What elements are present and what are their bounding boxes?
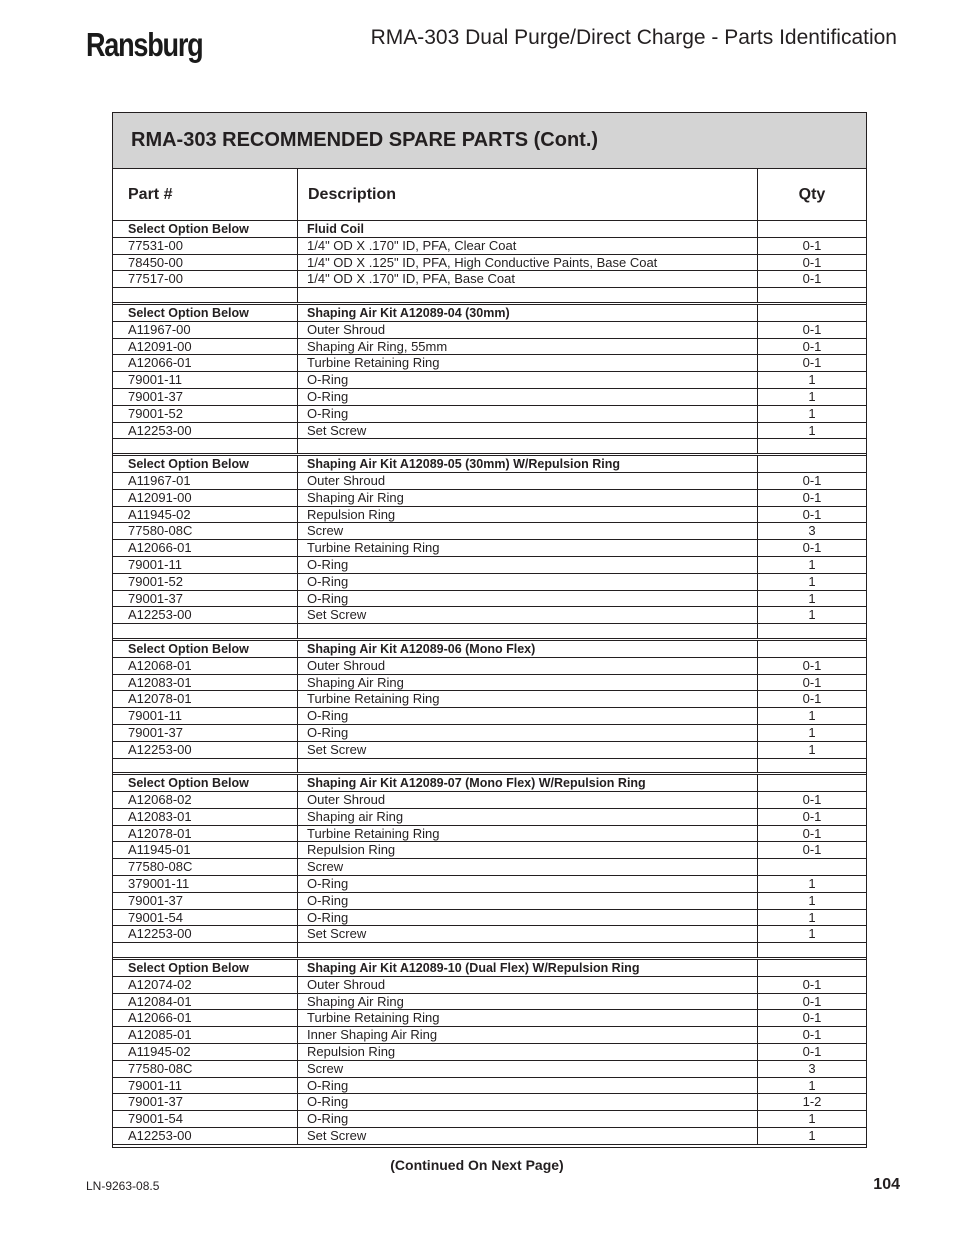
continued-note: (Continued On Next Page) bbox=[390, 1157, 564, 1173]
cell-part-number: 77580-08C bbox=[113, 523, 298, 539]
cell-part-number: A12068-02 bbox=[113, 792, 298, 808]
cell-description: Outer Shroud bbox=[298, 977, 758, 993]
cell-description: Screw bbox=[298, 859, 758, 875]
cell-qty: 3 bbox=[808, 1060, 816, 1076]
table-row bbox=[113, 473, 866, 490]
cell-qty: 1 bbox=[808, 372, 816, 388]
group-divider bbox=[113, 288, 866, 305]
table-row bbox=[113, 406, 866, 423]
group-header-row bbox=[113, 221, 866, 238]
divider-cell bbox=[758, 624, 866, 638]
cell-description: O-Ring bbox=[298, 372, 758, 388]
cell-part-number: A12084-01 bbox=[113, 994, 298, 1010]
cell-qty bbox=[758, 456, 866, 472]
group-divider bbox=[113, 943, 866, 960]
group-divider bbox=[113, 439, 866, 456]
cell-description: O-Ring bbox=[298, 876, 758, 892]
cell-part-number: Select Option Below bbox=[113, 456, 298, 472]
brand-logo: Ransburg bbox=[86, 26, 203, 63]
cell-qty: 0-1 bbox=[802, 674, 822, 690]
cell-part-number: A12066-01 bbox=[113, 1010, 298, 1026]
column-header-row bbox=[113, 169, 866, 221]
table-row bbox=[113, 1010, 866, 1027]
divider-cell bbox=[298, 288, 758, 302]
cell-qty: 0-1 bbox=[802, 540, 822, 556]
cell-part-number: Select Option Below bbox=[113, 775, 298, 791]
cell-part-number: A12253-00 bbox=[113, 607, 298, 623]
cell-description: Shaping air Ring bbox=[298, 809, 758, 825]
cell-description: Set Screw bbox=[298, 742, 758, 758]
cell-qty bbox=[758, 859, 866, 875]
table-row bbox=[113, 1111, 866, 1128]
cell-part-number: A12078-01 bbox=[113, 826, 298, 842]
table-row bbox=[113, 1128, 866, 1145]
cell-part-number: 79001-11 bbox=[113, 1078, 298, 1094]
column-header-part: Part # bbox=[113, 169, 298, 220]
cell-description: O-Ring bbox=[298, 591, 758, 607]
cell-part-number: A12253-00 bbox=[113, 423, 298, 439]
cell-part-number: 77580-08C bbox=[113, 1061, 298, 1077]
table-row bbox=[113, 809, 866, 826]
cell-description: Outer Shroud bbox=[298, 473, 758, 489]
cell-part-number: A12091-00 bbox=[113, 490, 298, 506]
cell-part-number: A12083-01 bbox=[113, 675, 298, 691]
cell-part-number: 77517-00 bbox=[113, 271, 298, 287]
column-header-description: Description bbox=[298, 169, 758, 220]
cell-qty: 1 bbox=[808, 892, 816, 908]
table-row bbox=[113, 389, 866, 406]
cell-qty: 0-1 bbox=[802, 472, 822, 488]
cell-part-number: A11945-01 bbox=[113, 842, 298, 858]
group-header-row bbox=[113, 960, 866, 977]
cell-part-number: A12068-01 bbox=[113, 658, 298, 674]
table-row bbox=[113, 607, 866, 624]
table-row bbox=[113, 507, 866, 524]
cell-part-number: A12091-00 bbox=[113, 339, 298, 355]
table-title: RMA-303 RECOMMENDED SPARE PARTS (Cont.) bbox=[131, 129, 599, 151]
cell-description: Shaping Air Kit A12089-07 (Mono Flex) W/Repulsion Ring bbox=[298, 775, 758, 791]
cell-qty: 1 bbox=[808, 708, 816, 724]
cell-qty: 0-1 bbox=[802, 237, 822, 253]
table-row bbox=[113, 994, 866, 1011]
cell-description: Outer Shroud bbox=[298, 658, 758, 674]
table-row bbox=[113, 372, 866, 389]
cell-qty: 0-1 bbox=[802, 976, 822, 992]
cell-description: Turbine Retaining Ring bbox=[298, 540, 758, 556]
cell-description: O-Ring bbox=[298, 708, 758, 724]
document-number: LN-9263-08.5 bbox=[86, 1179, 160, 1193]
cell-qty: 0-1 bbox=[802, 1044, 822, 1060]
table-row bbox=[113, 1044, 866, 1061]
cell-qty: 1 bbox=[808, 741, 816, 757]
cell-qty bbox=[758, 775, 866, 791]
cell-qty: 0-1 bbox=[802, 1027, 822, 1043]
cell-description: Repulsion Ring bbox=[298, 1044, 758, 1060]
table-row bbox=[113, 725, 866, 742]
cell-qty: 0-1 bbox=[802, 691, 822, 707]
table-row bbox=[113, 876, 866, 893]
table-row bbox=[113, 423, 866, 440]
group-header-row bbox=[113, 775, 866, 792]
group-header-row bbox=[113, 641, 866, 658]
cell-qty: 0-1 bbox=[802, 489, 822, 505]
cell-part-number: 79001-37 bbox=[113, 389, 298, 405]
group-header-row bbox=[113, 456, 866, 473]
cell-qty: 1 bbox=[808, 607, 816, 623]
cell-description: Shaping Air Kit A12089-10 (Dual Flex) W/Repulsion Ring bbox=[298, 960, 758, 976]
cell-qty: 0-1 bbox=[802, 338, 822, 354]
cell-part-number: 79001-37 bbox=[113, 893, 298, 909]
cell-description: Turbine Retaining Ring bbox=[298, 355, 758, 371]
divider-cell bbox=[113, 288, 298, 302]
page-title: RMA-303 Dual Purge/Direct Charge - Parts Identification bbox=[370, 26, 897, 49]
cell-part-number: Select Option Below bbox=[113, 305, 298, 321]
divider-cell bbox=[758, 943, 866, 957]
table-row bbox=[113, 591, 866, 608]
table-row bbox=[113, 574, 866, 591]
cell-part-number: A12253-00 bbox=[113, 1128, 298, 1144]
cell-description: O-Ring bbox=[298, 910, 758, 926]
cell-part-number: A12083-01 bbox=[113, 809, 298, 825]
cell-description: Shaping Air Ring, 55mm bbox=[298, 339, 758, 355]
cell-qty: 0-1 bbox=[802, 1010, 822, 1026]
cell-description: O-Ring bbox=[298, 893, 758, 909]
table-row bbox=[113, 1094, 866, 1111]
group-divider bbox=[113, 759, 866, 776]
cell-part-number: Select Option Below bbox=[113, 641, 298, 657]
cell-description: Outer Shroud bbox=[298, 322, 758, 338]
divider-cell bbox=[298, 759, 758, 773]
cell-part-number: A11945-02 bbox=[113, 1044, 298, 1060]
cell-part-number: 79001-37 bbox=[113, 591, 298, 607]
cell-part-number: A12074-02 bbox=[113, 977, 298, 993]
cell-part-number: 79001-11 bbox=[113, 372, 298, 388]
table-row bbox=[113, 1061, 866, 1078]
cell-part-number: 79001-11 bbox=[113, 557, 298, 573]
cell-description: O-Ring bbox=[298, 725, 758, 741]
cell-description: Shaping Air Ring bbox=[298, 490, 758, 506]
cell-description: O-Ring bbox=[298, 406, 758, 422]
page-number: 104 bbox=[873, 1176, 900, 1193]
cell-part-number: 77580-08C bbox=[113, 859, 298, 875]
cell-part-number: 79001-52 bbox=[113, 574, 298, 590]
cell-qty: 0-1 bbox=[802, 993, 822, 1009]
cell-part-number: A11967-00 bbox=[113, 322, 298, 338]
cell-part-number: 79001-37 bbox=[113, 1094, 298, 1110]
cell-part-number: A12066-01 bbox=[113, 355, 298, 371]
table-row bbox=[113, 910, 866, 927]
cell-description: Screw bbox=[298, 1061, 758, 1077]
cell-description: Outer Shroud bbox=[298, 792, 758, 808]
table-row bbox=[113, 557, 866, 574]
cell-description: 1/4" OD X .170" ID, PFA, Base Coat bbox=[298, 271, 758, 287]
cell-qty: 0-1 bbox=[802, 355, 822, 371]
cell-qty: 0-1 bbox=[802, 254, 822, 270]
cell-qty: 1-2 bbox=[802, 1094, 822, 1110]
column-header-qty: Qty bbox=[798, 185, 826, 203]
divider-cell bbox=[113, 439, 298, 453]
cell-qty: 3 bbox=[808, 523, 816, 539]
table-row bbox=[113, 238, 866, 255]
cell-part-number: 79001-11 bbox=[113, 708, 298, 724]
table-row bbox=[113, 926, 866, 943]
divider-cell bbox=[758, 288, 866, 302]
cell-qty: 1 bbox=[808, 1077, 816, 1093]
cell-description: O-Ring bbox=[298, 574, 758, 590]
table-row bbox=[113, 540, 866, 557]
cell-qty bbox=[758, 960, 866, 976]
cell-qty: 0-1 bbox=[802, 506, 822, 522]
divider-cell bbox=[113, 943, 298, 957]
cell-qty bbox=[758, 641, 866, 657]
table-row bbox=[113, 742, 866, 759]
table-row bbox=[113, 271, 866, 288]
cell-description: Set Screw bbox=[298, 423, 758, 439]
table-row bbox=[113, 1078, 866, 1095]
table-body bbox=[113, 221, 866, 1145]
cell-qty: 0-1 bbox=[802, 842, 822, 858]
cell-qty: 1 bbox=[808, 909, 816, 925]
spare-parts-table bbox=[112, 112, 867, 1148]
cell-description: O-Ring bbox=[298, 1078, 758, 1094]
table-row bbox=[113, 255, 866, 272]
cell-part-number: A11967-01 bbox=[113, 473, 298, 489]
cell-description: Set Screw bbox=[298, 607, 758, 623]
cell-description: 1/4" OD X .125" ID, PFA, High Conductive Paints, Base Coat bbox=[298, 255, 758, 271]
cell-part-number: 78450-00 bbox=[113, 255, 298, 271]
cell-description: Shaping Air Kit A12089-06 (Mono Flex) bbox=[298, 641, 758, 657]
cell-description: O-Ring bbox=[298, 557, 758, 573]
cell-part-number: Select Option Below bbox=[113, 221, 298, 237]
cell-qty: 0-1 bbox=[802, 271, 822, 287]
table-row bbox=[113, 523, 866, 540]
cell-qty bbox=[758, 305, 866, 321]
cell-part-number: A12253-00 bbox=[113, 926, 298, 942]
cell-qty: 0-1 bbox=[802, 808, 822, 824]
cell-qty: 1 bbox=[808, 1128, 816, 1144]
cell-description: 1/4" OD X .170" ID, PFA, Clear Coat bbox=[298, 238, 758, 254]
cell-qty: 1 bbox=[808, 573, 816, 589]
cell-qty: 0-1 bbox=[802, 825, 822, 841]
cell-description: Shaping Air Kit A12089-05 (30mm) W/Repulsion Ring bbox=[298, 456, 758, 472]
cell-qty: 0-1 bbox=[802, 657, 822, 673]
cell-qty: 1 bbox=[808, 388, 816, 404]
group-header-row bbox=[113, 305, 866, 322]
table-row bbox=[113, 859, 866, 876]
cell-qty: 0-1 bbox=[802, 321, 822, 337]
group-divider bbox=[113, 624, 866, 641]
cell-description: Shaping Air Ring bbox=[298, 675, 758, 691]
table-row bbox=[113, 322, 866, 339]
cell-description: Turbine Retaining Ring bbox=[298, 691, 758, 707]
cell-description: Inner Shaping Air Ring bbox=[298, 1027, 758, 1043]
table-row bbox=[113, 708, 866, 725]
divider-cell bbox=[758, 439, 866, 453]
cell-part-number: 79001-52 bbox=[113, 406, 298, 422]
table-row bbox=[113, 490, 866, 507]
divider-cell bbox=[298, 439, 758, 453]
cell-qty: 1 bbox=[808, 724, 816, 740]
cell-qty: 1 bbox=[808, 876, 816, 892]
cell-part-number: 79001-54 bbox=[113, 1111, 298, 1127]
divider-cell bbox=[113, 624, 298, 638]
cell-part-number: 379001-11 bbox=[113, 876, 298, 892]
cell-description: Shaping Air Kit A12089-04 (30mm) bbox=[298, 305, 758, 321]
cell-description: Set Screw bbox=[298, 1128, 758, 1144]
cell-part-number: A12253-00 bbox=[113, 742, 298, 758]
divider-cell bbox=[758, 759, 866, 773]
cell-description: O-Ring bbox=[298, 389, 758, 405]
cell-qty: 1 bbox=[808, 405, 816, 421]
cell-part-number: 77531-00 bbox=[113, 238, 298, 254]
cell-description: Fluid Coil bbox=[298, 221, 758, 237]
table-row bbox=[113, 842, 866, 859]
cell-description: O-Ring bbox=[298, 1111, 758, 1127]
divider-cell bbox=[113, 759, 298, 773]
cell-qty: 0-1 bbox=[802, 792, 822, 808]
cell-qty: 1 bbox=[808, 1111, 816, 1127]
cell-part-number: A11945-02 bbox=[113, 507, 298, 523]
cell-part-number: Select Option Below bbox=[113, 960, 298, 976]
cell-description: Turbine Retaining Ring bbox=[298, 826, 758, 842]
cell-part-number: 79001-37 bbox=[113, 725, 298, 741]
table-row bbox=[113, 675, 866, 692]
cell-description: Set Screw bbox=[298, 926, 758, 942]
table-row bbox=[113, 339, 866, 356]
table-row bbox=[113, 893, 866, 910]
table-row bbox=[113, 1027, 866, 1044]
cell-part-number: A12085-01 bbox=[113, 1027, 298, 1043]
table-row bbox=[113, 977, 866, 994]
table-row bbox=[113, 355, 866, 372]
cell-description: Screw bbox=[298, 523, 758, 539]
cell-qty: 1 bbox=[808, 422, 816, 438]
divider-cell bbox=[298, 943, 758, 957]
cell-qty bbox=[758, 221, 866, 237]
cell-description: Repulsion Ring bbox=[298, 507, 758, 523]
cell-qty: 1 bbox=[808, 590, 816, 606]
table-row bbox=[113, 658, 866, 675]
table-row bbox=[113, 792, 866, 809]
cell-description: O-Ring bbox=[298, 1094, 758, 1110]
cell-description: Shaping Air Ring bbox=[298, 994, 758, 1010]
table-title-bar bbox=[113, 113, 866, 169]
cell-description: Repulsion Ring bbox=[298, 842, 758, 858]
divider-cell bbox=[298, 624, 758, 638]
table-row bbox=[113, 691, 866, 708]
cell-part-number: A12078-01 bbox=[113, 691, 298, 707]
cell-qty: 1 bbox=[808, 926, 816, 942]
cell-part-number: 79001-54 bbox=[113, 910, 298, 926]
cell-part-number: A12066-01 bbox=[113, 540, 298, 556]
cell-description: Turbine Retaining Ring bbox=[298, 1010, 758, 1026]
table-row bbox=[113, 826, 866, 843]
cell-qty: 1 bbox=[808, 556, 816, 572]
